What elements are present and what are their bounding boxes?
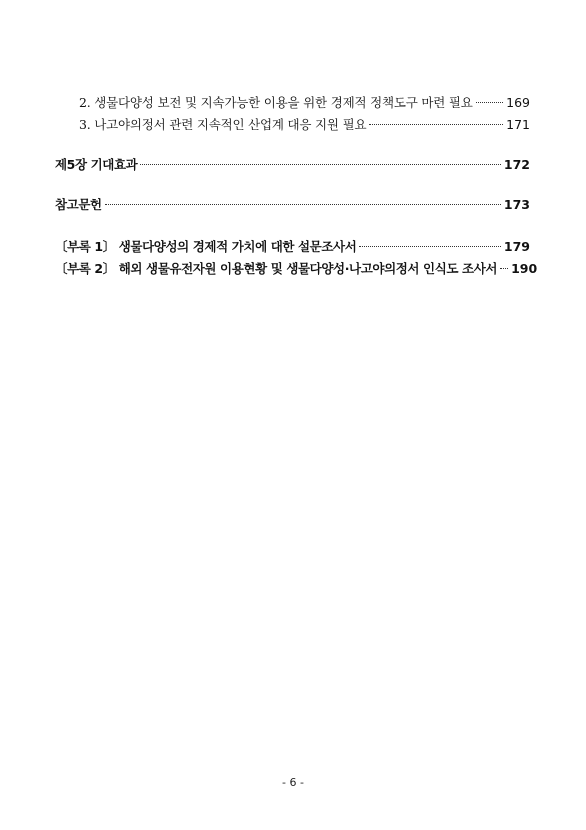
toc-entry-label: 참고문헌 <box>55 197 102 212</box>
dot-leader <box>140 164 501 165</box>
toc-entry-appendix2[interactable] <box>55 258 538 280</box>
toc-entry-industry-support[interactable] <box>55 114 530 136</box>
toc-entry-label: 3. 나고야의정서 관련 지속적인 산업계 대응 지원 필요 <box>79 117 367 132</box>
table-of-contents <box>55 92 538 280</box>
toc-entry-label: 2. 생물다양성 보전 및 지속가능한 이용을 위한 경제적 정책도구 마련 필요 <box>79 95 473 110</box>
page-number: - 6 - <box>282 776 304 789</box>
toc-entry-label: 〔부록 2〕 해외 생물유전자원 이용현황 및 생물다양성·나고야의정서 인식도 조사서 <box>55 261 498 276</box>
toc-entry-page: 169 <box>506 95 530 110</box>
toc-entry-economic-policy-tools[interactable] <box>55 92 530 114</box>
toc-entry-appendix1[interactable] <box>55 236 530 258</box>
toc-entry-page: 171 <box>506 117 530 132</box>
toc-entry-page: 179 <box>503 239 530 254</box>
toc-entry-chapter5[interactable] <box>55 154 530 176</box>
toc-entry-page: 190 <box>511 261 538 276</box>
toc-entry-label: 〔부록 1〕 생물다양성의 경제적 가치에 대한 설문조사서 <box>55 239 357 254</box>
toc-entry-label: 제5장 기대효과 <box>55 157 138 172</box>
toc-entry-references[interactable] <box>55 194 530 216</box>
dot-leader <box>359 246 501 247</box>
toc-entry-page: 172 <box>503 157 530 172</box>
dot-leader <box>105 204 501 205</box>
dot-leader <box>500 268 508 269</box>
dot-leader <box>369 124 503 125</box>
toc-entry-page: 173 <box>503 197 530 212</box>
dot-leader <box>476 102 504 103</box>
